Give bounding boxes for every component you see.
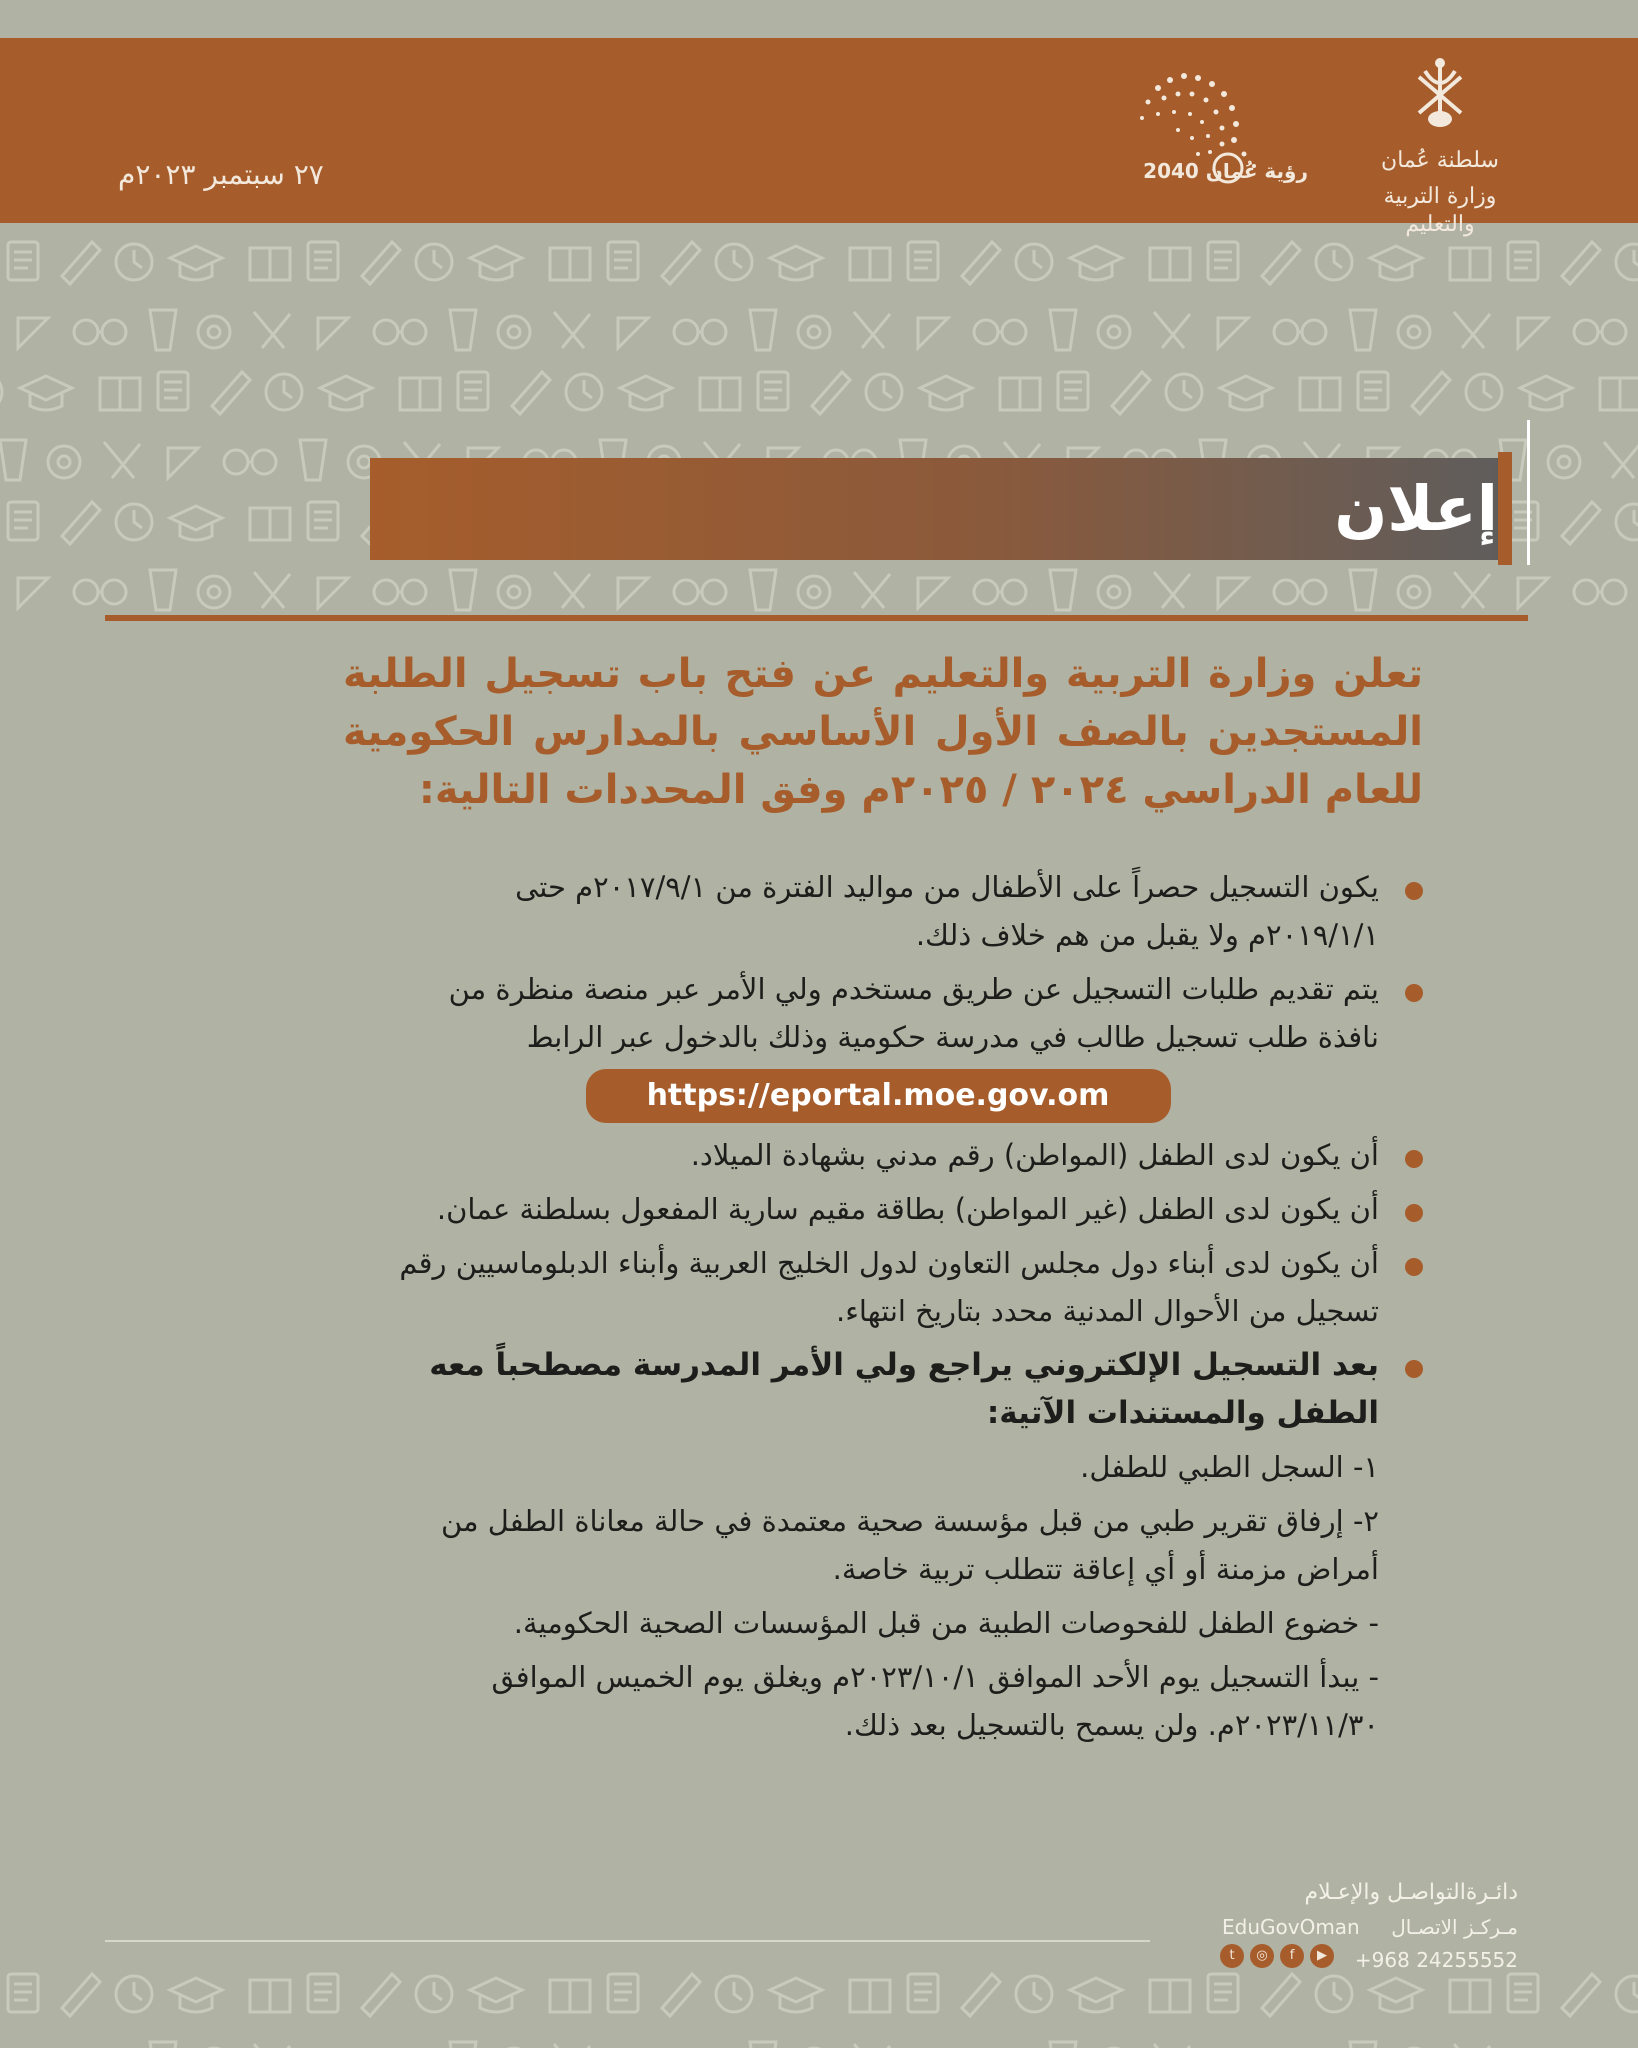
social-handle: EduGovOman bbox=[1222, 1915, 1360, 1939]
sub-item: - خضوع الطفل للفحوصات الطبية من قبل المؤسسات الصحية الحكومية. bbox=[513, 1606, 1379, 1640]
department-name: دائـرةالتواصـل والإعـلام bbox=[1304, 1880, 1518, 1905]
title-bar bbox=[370, 458, 1498, 560]
section-divider bbox=[105, 615, 1528, 621]
list-item: أن يكون لدى أبناء دول مجلس التعاون لدول الخليج العربية وأبناء الدبلوماسيين رقم تسجيل من الأحوال المدنية محدد بتاريخ انتهاء. bbox=[393, 1239, 1413, 1335]
list-item: يكون التسجيل حصراً على الأطفال من مواليد الفترة من ٢٠١٧/٩/١م حتى ٢٠١٩/١/١م ولا يقبل من هم خلاف ذلك. bbox=[393, 863, 1413, 959]
sub-item: - يبدأ التسجيل يوم الأحد الموافق ٢٠٢٣/١٠/١م ويغلق يوم الخميس الموافق ٢٠٢٣/١١/٣٠م. ولن يسمح بالتسجيل بعد ذلك. bbox=[491, 1660, 1379, 1742]
lead-paragraph: تعلن وزارة التربية والتعليم عن فتح باب تسجيل الطلبة المستجدين بالصف الأول الأساسي بالمدارس الحكومية للعام الدراسي ٢٠٢٤ / ٢٠٢٥م وفق المحددات التالية: bbox=[343, 651, 1423, 813]
oman-vision-2040-logo bbox=[1118, 58, 1308, 203]
list-item: يتم تقديم طلبات التسجيل عن طريق مستخدم ولي الأمر عبر منصة منظرة من نافذة طلب تسجيل طالب في مدرسة حكومية وذلك بالدخول عبر الرابط bbox=[393, 965, 1413, 1061]
vision-label: رؤية عُمان 2040 bbox=[1143, 159, 1308, 183]
twitter-icon[interactable]: t bbox=[1220, 1944, 1244, 1968]
title-vertical-line bbox=[1527, 420, 1530, 565]
phone-number: +968 24255552 bbox=[1354, 1948, 1518, 1972]
page-title: إعلان bbox=[1334, 472, 1498, 545]
facebook-icon[interactable]: f bbox=[1280, 1944, 1304, 1968]
ministry-logo bbox=[1360, 55, 1520, 237]
sub-item: ١- السجل الطبي للطفل. bbox=[1080, 1450, 1379, 1484]
call-center-label: مـركـز الاتصـال bbox=[1391, 1915, 1518, 1939]
ministry-name-line2: وزارة التربية والتعليم bbox=[1383, 184, 1497, 237]
youtube-icon[interactable]: ▶ bbox=[1310, 1944, 1334, 1968]
ministry-name-line1: سلطنة عُمان bbox=[1381, 148, 1499, 173]
education-icon-pattern-bottom bbox=[0, 1960, 1638, 2048]
announcement-date: ٢٧ سبتمبر ٢٠٢٣م bbox=[118, 158, 324, 191]
eportal-link[interactable]: https://eportal.moe.gov.om bbox=[586, 1069, 1171, 1123]
footer-line bbox=[105, 1940, 1150, 1942]
khanjar-emblem-icon bbox=[1405, 55, 1475, 135]
list-item: أن يكون لدى الطفل (غير المواطن) بطاقة مقيم سارية المفعول بسلطنة عمان. bbox=[393, 1185, 1413, 1233]
requirements-list bbox=[393, 863, 1413, 1755]
link-container bbox=[393, 1069, 1413, 1123]
list-item: بعد التسجيل الإلكتروني يراجع ولي الأمر المدرسة مصطحباً معه الطفل والمستندات الآتية: bbox=[393, 1341, 1413, 1437]
sub-item: ٢- إرفاق تقرير طبي من قبل مؤسسة صحية معتمدة في حالة معاناة الطفل من أمراض مزمنة أو أي إعاقة تتطلب تربية خاصة. bbox=[440, 1504, 1379, 1586]
title-accent bbox=[1498, 452, 1512, 565]
list-item: أن يكون لدى الطفل (المواطن) رقم مدني بشهادة الميلاد. bbox=[393, 1131, 1413, 1179]
instagram-icon[interactable]: ◎ bbox=[1250, 1944, 1274, 1968]
